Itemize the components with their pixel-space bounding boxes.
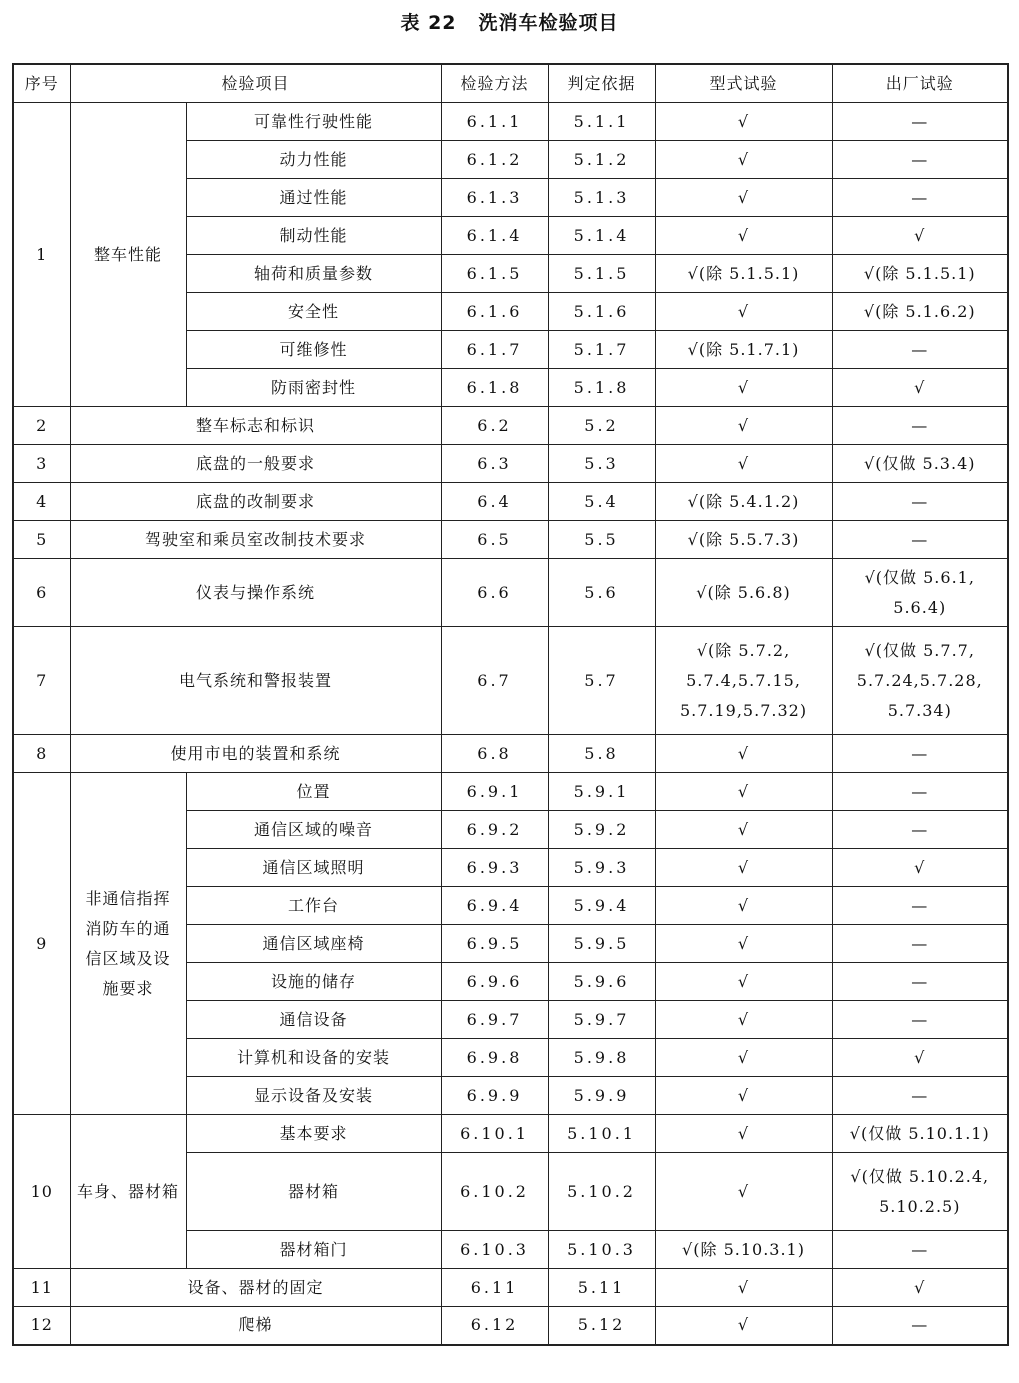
sub-item-cell: 通信设备 bbox=[186, 1001, 441, 1039]
category-cell bbox=[70, 773, 186, 1115]
type-test-cell: √ bbox=[655, 1307, 832, 1345]
basis-cell: 5.9.1 bbox=[548, 773, 655, 811]
factory-test-cell: — bbox=[832, 773, 1008, 811]
factory-test-cell: — bbox=[832, 963, 1008, 1001]
header-row bbox=[13, 64, 1008, 103]
basis-cell: 5.1.7 bbox=[548, 331, 655, 369]
method-cell: 6.9.1 bbox=[441, 773, 548, 811]
item-cell: 仪表与操作系统 bbox=[70, 559, 441, 627]
table-row bbox=[13, 1269, 1008, 1307]
item-cell: 底盘的一般要求 bbox=[70, 445, 441, 483]
sub-item-cell: 动力性能 bbox=[186, 141, 441, 179]
sub-item-cell: 防雨密封性 bbox=[186, 369, 441, 407]
type-test-cell: √ bbox=[655, 293, 832, 331]
type-test-cell: √(除 5.5.7.3) bbox=[655, 521, 832, 559]
factory-test-cell: √(除 5.1.5.1) bbox=[832, 255, 1008, 293]
header-item: 检验项目 bbox=[70, 64, 441, 103]
item-cell: 驾驶室和乘员室改制技术要求 bbox=[70, 521, 441, 559]
sub-item-cell: 设施的储存 bbox=[186, 963, 441, 1001]
method-cell: 6.1.4 bbox=[441, 217, 548, 255]
table-row bbox=[13, 773, 1008, 811]
type-test-cell: √ bbox=[655, 179, 832, 217]
method-cell: 6.4 bbox=[441, 483, 548, 521]
type-test-cell: √(除 5.4.1.2) bbox=[655, 483, 832, 521]
factory-test-cell: — bbox=[832, 1077, 1008, 1115]
basis-cell: 5.7 bbox=[548, 627, 655, 735]
table-row bbox=[13, 445, 1008, 483]
method-cell: 6.9.6 bbox=[441, 963, 548, 1001]
seq-cell: 12 bbox=[13, 1307, 70, 1345]
method-cell: 6.1.6 bbox=[441, 293, 548, 331]
basis-cell: 5.11 bbox=[548, 1269, 655, 1307]
category-line: 施要求 bbox=[102, 978, 154, 998]
factory-test-cell: — bbox=[832, 1307, 1008, 1345]
type-test-cell: √ bbox=[655, 217, 832, 255]
basis-cell: 5.9.5 bbox=[548, 925, 655, 963]
basis-cell: 5.8 bbox=[548, 735, 655, 773]
seq-cell: 4 bbox=[13, 483, 70, 521]
type-test-line: 5.7.19,5.7.32) bbox=[679, 700, 808, 720]
factory-test-cell: √(仅做 5.10.1.1) bbox=[832, 1115, 1008, 1153]
factory-test-cell: — bbox=[832, 103, 1008, 141]
header-type-test: 型式试验 bbox=[655, 64, 832, 103]
factory-test-line: √(仅做 5.6.1, bbox=[864, 567, 975, 587]
basis-cell: 5.1.1 bbox=[548, 103, 655, 141]
sub-item-cell: 计算机和设备的安装 bbox=[186, 1039, 441, 1077]
method-cell: 6.8 bbox=[441, 735, 548, 773]
sub-item-cell: 基本要求 bbox=[186, 1115, 441, 1153]
sub-item-cell: 通信区域照明 bbox=[186, 849, 441, 887]
type-test-line: 5.7.4,5.7.15, bbox=[686, 670, 801, 690]
seq-cell: 2 bbox=[13, 407, 70, 445]
basis-cell: 5.1.4 bbox=[548, 217, 655, 255]
basis-cell: 5.12 bbox=[548, 1307, 655, 1345]
type-test-cell: √ bbox=[655, 1269, 832, 1307]
table-row bbox=[13, 1307, 1008, 1345]
type-test-cell: √ bbox=[655, 1077, 832, 1115]
table-row bbox=[13, 407, 1008, 445]
type-test-cell: √ bbox=[655, 1039, 832, 1077]
basis-cell: 5.4 bbox=[548, 483, 655, 521]
type-test-cell: √ bbox=[655, 925, 832, 963]
item-cell: 电气系统和警报装置 bbox=[70, 627, 441, 735]
sub-item-cell: 可靠性行驶性能 bbox=[186, 103, 441, 141]
seq-cell: 5 bbox=[13, 521, 70, 559]
seq-cell: 10 bbox=[13, 1115, 70, 1269]
type-test-cell: √ bbox=[655, 887, 832, 925]
table-row bbox=[13, 735, 1008, 773]
type-test-cell: √(除 5.10.3.1) bbox=[655, 1231, 832, 1269]
table-row bbox=[13, 521, 1008, 559]
factory-test-line: 5.10.2.5) bbox=[879, 1196, 961, 1216]
factory-test-cell: √(仅做 5.3.4) bbox=[832, 445, 1008, 483]
method-cell: 6.5 bbox=[441, 521, 548, 559]
table-row bbox=[13, 559, 1008, 627]
method-cell: 6.3 bbox=[441, 445, 548, 483]
category-line: 信区域及设 bbox=[85, 948, 171, 968]
method-cell: 6.9.4 bbox=[441, 887, 548, 925]
basis-cell: 5.1.5 bbox=[548, 255, 655, 293]
factory-test-line: 5.7.34) bbox=[887, 700, 952, 720]
basis-cell: 5.2 bbox=[548, 407, 655, 445]
basis-cell: 5.3 bbox=[548, 445, 655, 483]
method-cell: 6.9.5 bbox=[441, 925, 548, 963]
basis-cell: 5.9.8 bbox=[548, 1039, 655, 1077]
method-cell: 6.1.2 bbox=[441, 141, 548, 179]
factory-test-cell: — bbox=[832, 521, 1008, 559]
factory-test-cell: — bbox=[832, 483, 1008, 521]
basis-cell: 5.9.3 bbox=[548, 849, 655, 887]
method-cell: 6.12 bbox=[441, 1307, 548, 1345]
type-test-cell: √(除 5.6.8) bbox=[655, 559, 832, 627]
basis-cell: 5.6 bbox=[548, 559, 655, 627]
sub-item-cell: 轴荷和质量参数 bbox=[186, 255, 441, 293]
type-test-cell: √ bbox=[655, 849, 832, 887]
table-row bbox=[13, 627, 1008, 735]
basis-cell: 5.1.2 bbox=[548, 141, 655, 179]
type-test-cell: √ bbox=[655, 811, 832, 849]
method-cell: 6.11 bbox=[441, 1269, 548, 1307]
item-cell: 爬梯 bbox=[70, 1307, 441, 1345]
basis-cell: 5.5 bbox=[548, 521, 655, 559]
basis-cell: 5.9.9 bbox=[548, 1077, 655, 1115]
type-test-cell: √(除 5.1.5.1) bbox=[655, 255, 832, 293]
factory-test-cell: — bbox=[832, 141, 1008, 179]
table-title: 洗消车检验项目 bbox=[478, 12, 619, 34]
header-method: 检验方法 bbox=[441, 64, 548, 103]
sub-item-cell: 器材箱 bbox=[186, 1153, 441, 1231]
seq-cell: 3 bbox=[13, 445, 70, 483]
factory-test-cell: — bbox=[832, 407, 1008, 445]
category-cell: 车身、器材箱 bbox=[70, 1115, 186, 1269]
sub-item-cell: 通过性能 bbox=[186, 179, 441, 217]
factory-test-cell: — bbox=[832, 1001, 1008, 1039]
category-line: 消防车的通 bbox=[85, 918, 171, 938]
type-test-cell bbox=[655, 627, 832, 735]
item-cell: 设备、器材的固定 bbox=[70, 1269, 441, 1307]
category-line: 非通信指挥 bbox=[85, 888, 171, 908]
method-cell: 6.9.7 bbox=[441, 1001, 548, 1039]
factory-test-cell: — bbox=[832, 179, 1008, 217]
table-row bbox=[13, 103, 1008, 141]
type-test-cell: √ bbox=[655, 1153, 832, 1231]
header-seq: 序号 bbox=[13, 64, 70, 103]
factory-test-cell: — bbox=[832, 887, 1008, 925]
factory-test-cell: — bbox=[832, 925, 1008, 963]
type-test-cell: √ bbox=[655, 1001, 832, 1039]
sub-item-cell: 安全性 bbox=[186, 293, 441, 331]
basis-cell: 5.9.2 bbox=[548, 811, 655, 849]
type-test-cell: √ bbox=[655, 773, 832, 811]
method-cell: 6.9.8 bbox=[441, 1039, 548, 1077]
basis-cell: 5.10.2 bbox=[548, 1153, 655, 1231]
table-caption bbox=[0, 8, 1019, 35]
type-test-cell: √ bbox=[655, 445, 832, 483]
method-cell: 6.9.2 bbox=[441, 811, 548, 849]
factory-test-cell bbox=[832, 1153, 1008, 1231]
table-row bbox=[13, 1115, 1008, 1153]
seq-cell: 9 bbox=[13, 773, 70, 1115]
basis-cell: 5.10.3 bbox=[548, 1231, 655, 1269]
type-test-line: √(除 5.7.2, bbox=[696, 640, 791, 660]
seq-cell: 8 bbox=[13, 735, 70, 773]
item-cell: 整车标志和标识 bbox=[70, 407, 441, 445]
factory-test-cell: √ bbox=[832, 217, 1008, 255]
basis-cell: 5.1.6 bbox=[548, 293, 655, 331]
item-cell: 使用市电的装置和系统 bbox=[70, 735, 441, 773]
basis-cell: 5.9.7 bbox=[548, 1001, 655, 1039]
method-cell: 6.10.3 bbox=[441, 1231, 548, 1269]
factory-test-line: 5.6.4) bbox=[893, 597, 947, 617]
type-test-cell: √ bbox=[655, 735, 832, 773]
factory-test-cell: — bbox=[832, 1231, 1008, 1269]
factory-test-cell: √ bbox=[832, 1039, 1008, 1077]
type-test-cell: √(除 5.1.7.1) bbox=[655, 331, 832, 369]
type-test-cell: √ bbox=[655, 369, 832, 407]
header-basis: 判定依据 bbox=[548, 64, 655, 103]
sub-item-cell: 显示设备及安装 bbox=[186, 1077, 441, 1115]
basis-cell: 5.10.1 bbox=[548, 1115, 655, 1153]
factory-test-cell: √ bbox=[832, 849, 1008, 887]
type-test-cell: √ bbox=[655, 1115, 832, 1153]
seq-cell: 7 bbox=[13, 627, 70, 735]
factory-test-cell bbox=[832, 627, 1008, 735]
sub-item-cell: 通信区域座椅 bbox=[186, 925, 441, 963]
method-cell: 6.6 bbox=[441, 559, 548, 627]
factory-test-line: √(仅做 5.7.7, bbox=[864, 640, 975, 660]
type-test-cell: √ bbox=[655, 141, 832, 179]
method-cell: 6.1.7 bbox=[441, 331, 548, 369]
factory-test-cell: √ bbox=[832, 369, 1008, 407]
method-cell: 6.10.2 bbox=[441, 1153, 548, 1231]
method-cell: 6.1.1 bbox=[441, 103, 548, 141]
seq-cell: 1 bbox=[13, 103, 70, 407]
type-test-cell: √ bbox=[655, 407, 832, 445]
sub-item-cell: 器材箱门 bbox=[186, 1231, 441, 1269]
method-cell: 6.9.3 bbox=[441, 849, 548, 887]
sub-item-cell: 工作台 bbox=[186, 887, 441, 925]
inspection-table bbox=[12, 63, 1009, 1346]
method-cell: 6.10.1 bbox=[441, 1115, 548, 1153]
factory-test-cell: √ bbox=[832, 1269, 1008, 1307]
factory-test-line: 5.7.24,5.7.28, bbox=[856, 670, 983, 690]
seq-cell: 11 bbox=[13, 1269, 70, 1307]
factory-test-cell: — bbox=[832, 331, 1008, 369]
item-cell: 底盘的改制要求 bbox=[70, 483, 441, 521]
type-test-cell: √ bbox=[655, 963, 832, 1001]
table-row bbox=[13, 483, 1008, 521]
category-cell: 整车性能 bbox=[70, 103, 186, 407]
basis-cell: 5.9.4 bbox=[548, 887, 655, 925]
seq-cell: 6 bbox=[13, 559, 70, 627]
method-cell: 6.7 bbox=[441, 627, 548, 735]
sub-item-cell: 制动性能 bbox=[186, 217, 441, 255]
factory-test-line: √(仅做 5.10.2.4, bbox=[850, 1166, 990, 1186]
table-number: 表 22 bbox=[400, 12, 457, 34]
basis-cell: 5.9.6 bbox=[548, 963, 655, 1001]
factory-test-cell bbox=[832, 559, 1008, 627]
factory-test-cell: — bbox=[832, 811, 1008, 849]
basis-cell: 5.1.8 bbox=[548, 369, 655, 407]
method-cell: 6.2 bbox=[441, 407, 548, 445]
basis-cell: 5.1.3 bbox=[548, 179, 655, 217]
method-cell: 6.1.8 bbox=[441, 369, 548, 407]
header-factory-test: 出厂试验 bbox=[832, 64, 1008, 103]
method-cell: 6.1.3 bbox=[441, 179, 548, 217]
factory-test-cell: √(除 5.1.6.2) bbox=[832, 293, 1008, 331]
method-cell: 6.1.5 bbox=[441, 255, 548, 293]
sub-item-cell: 位置 bbox=[186, 773, 441, 811]
sub-item-cell: 通信区域的噪音 bbox=[186, 811, 441, 849]
type-test-cell: √ bbox=[655, 103, 832, 141]
method-cell: 6.9.9 bbox=[441, 1077, 548, 1115]
factory-test-cell: — bbox=[832, 735, 1008, 773]
sub-item-cell: 可维修性 bbox=[186, 331, 441, 369]
